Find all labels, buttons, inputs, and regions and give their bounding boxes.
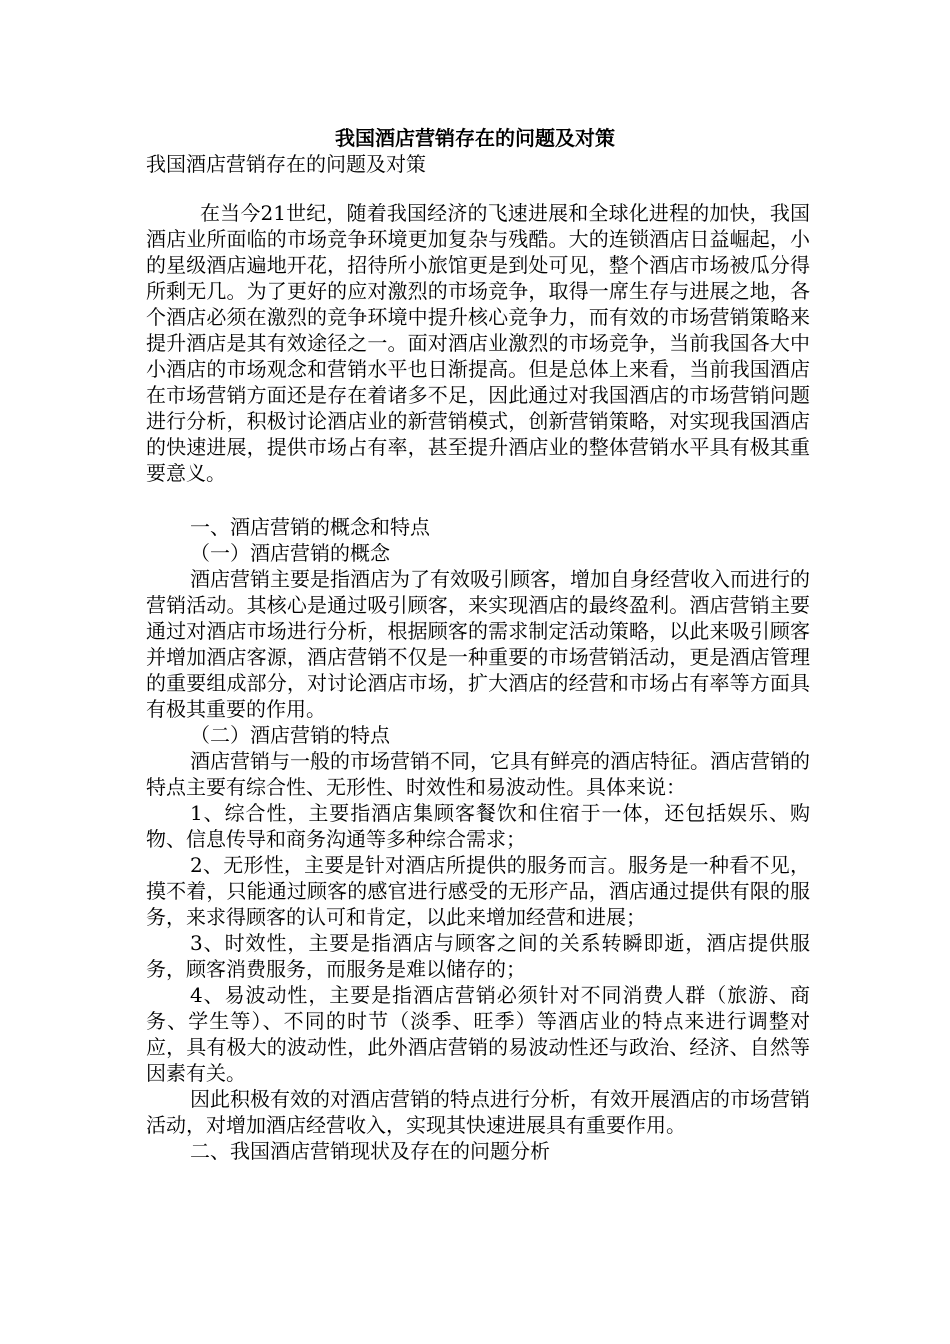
section1-sub1-paragraph: 酒店营销主要是指酒店为了有效吸引顾客，增加自身经营收入而进行的营销活动。其核心是通过吸引顾客，来实现酒店的最终盈利。酒店营销主要通过对酒店市场进行分析，根据顾客的需求制定活动策略，以此来吸引顾客并增加酒店客源，酒店营销不仅是一种重要的市场营销活动，更是酒店管理的重要组成部分，对讨论酒店市场，扩大酒店的经营和市场占有率等方面具有极其重要的作用。 bbox=[146, 567, 810, 721]
list-item-volatility: 4、易波动性，主要是指酒店营销必须针对不同消费人群（旅游、商务、学生等）、不同的时节（淡季、旺季）等酒店业的特点来进行调整对应，具有极大的波动性，此外酒店营销的易波动性还与政治、经济、自然等因素有关。 bbox=[146, 983, 810, 1085]
intro-paragraph: 在当今21世纪，随着我国经济的飞速进展和全球化进程的加快，我国酒店业所面临的市场竞争环境更加复杂与残酷。大的连锁酒店日益崛起，小的星级酒店遍地开花，招待所小旅馆更是到处可见，整个酒店市场被瓜分得所剩无几。为了更好的应对激烈的市场竞争，取得一席生存与进展之地，各个酒店必须在激烈的竞争环境中提升核心竞争力，而有效的市场营销策略来提升酒店是其有效途径之一。面对酒店业激烈的市场竞争，当前我国各大中小酒店的市场观念和营销水平也日渐提高。但是总体上来看，当前我国酒店在市场营销方面还是存在着诸多不足，因此通过对我国酒店的市场营销问题进行分析，积极讨论酒店业的新营销模式，创新营销策略，对实现我国酒店的快速进展，提供市场占有率，甚至提升酒店业的整体营销水平具有极其重要意义。 bbox=[146, 201, 810, 485]
section1-sub2-heading: （二）酒店营销的特点 bbox=[190, 723, 390, 747]
section1-sub1-heading: （一）酒店营销的概念 bbox=[190, 541, 390, 565]
list-item-comprehensive: 1、综合性，主要指酒店集顾客餐饮和住宿于一体，还包括娱乐、购物、信息传导和商务沟通等多种综合需求； bbox=[146, 801, 810, 851]
document-subtitle: 我国酒店营销存在的问题及对策 bbox=[146, 152, 426, 176]
document-title: 我国酒店营销存在的问题及对策 bbox=[335, 126, 615, 150]
document-body bbox=[146, 200, 810, 1164]
list-item-timeliness: 3、时效性，主要是指酒店与顾客之间的关系转瞬即逝，酒店提供服务，顾客消费服务，而服务是难以储存的； bbox=[146, 931, 810, 981]
list-item-intangible: 2、无形性，主要是针对酒店所提供的服务而言。服务是一种看不见，摸不着，只能通过顾客的感官进行感受的无形产品，酒店通过提供有限的服务，来求得顾客的认可和肯定，以此来增加经营和进展； bbox=[146, 853, 810, 929]
section2-heading: 二、我国酒店营销现状及存在的问题分析 bbox=[190, 1139, 550, 1163]
section1-heading: 一、酒店营销的概念和特点 bbox=[190, 515, 430, 539]
conclusion-paragraph: 因此积极有效的对酒店营销的特点进行分析，有效开展酒店的市场营销活动，对增加酒店经营收入，实现其快速进展具有重要作用。 bbox=[146, 1087, 810, 1137]
section1-sub2-paragraph: 酒店营销与一般的市场营销不同，它具有鲜亮的酒店特征。酒店营销的特点主要有综合性、无形性、时效性和易波动性。具体来说： bbox=[146, 749, 810, 799]
paragraph-spacer bbox=[146, 488, 810, 514]
